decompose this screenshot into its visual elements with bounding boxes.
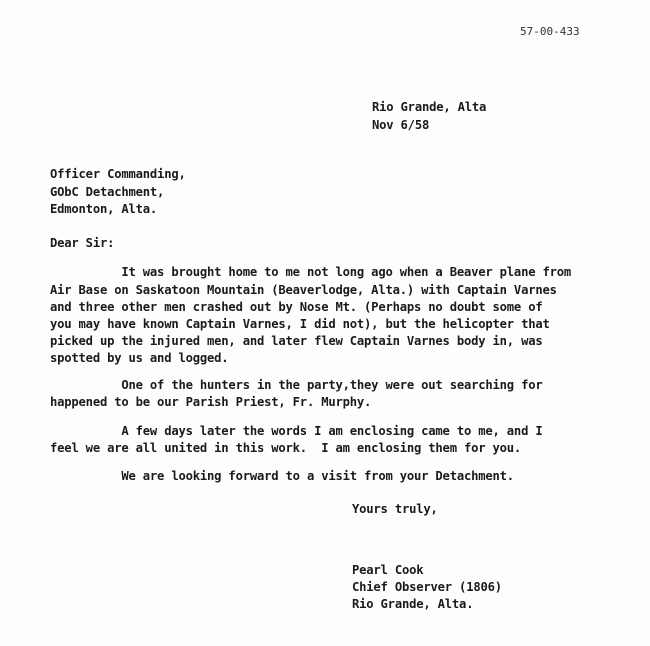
paragraph-2-line: One of the hunters in the party,they were out searching for	[50, 378, 543, 392]
paragraph-1-line: spotted by us and logged.	[50, 351, 229, 365]
paragraph-1-line: Air Base on Saskatoon Mountain (Beaverlodge, Alta.) with Captain Varnes	[50, 283, 557, 297]
signature-name: Pearl Cook	[352, 563, 424, 577]
paragraph-1-line: picked up the injured men, and later flew Captain Varnes body in, was	[50, 334, 543, 348]
paragraph-1-line: It was brought home to me not long ago when a Beaver plane from	[50, 265, 572, 279]
recipient-line-3: Edmonton, Alta.	[50, 202, 158, 216]
paragraph-4-line: We are looking forward to a visit from your Detachment.	[50, 469, 514, 483]
paragraph-3-line: feel we are all united in this work. I am enclosing them for you.	[50, 441, 522, 455]
recipient-line-2: GObC Detachment,	[50, 185, 165, 199]
signature-location: Rio Grande, Alta.	[352, 597, 474, 611]
signature-title: Chief Observer (1806)	[352, 580, 502, 594]
recipient-line-1: Officer Commanding,	[50, 167, 186, 181]
letter-date: Nov 6/58	[372, 118, 430, 132]
paragraph-3-line: A few days later the words I am enclosing came to me, and I	[50, 424, 543, 438]
paragraph-1-line: and three other men crashed out by Nose Mt. (Perhaps no doubt some of	[50, 300, 543, 314]
reference-number: 57-00-433	[520, 25, 580, 38]
sender-address-line: Rio Grande, Alta	[372, 100, 487, 114]
salutation: Dear Sir:	[50, 236, 115, 250]
paragraph-2-line: happened to be our Parish Priest, Fr. Murphy.	[50, 395, 372, 409]
paragraph-1-line: you may have known Captain Varnes, I did not), but the helicopter that	[50, 317, 550, 331]
closing: Yours truly,	[352, 502, 438, 516]
